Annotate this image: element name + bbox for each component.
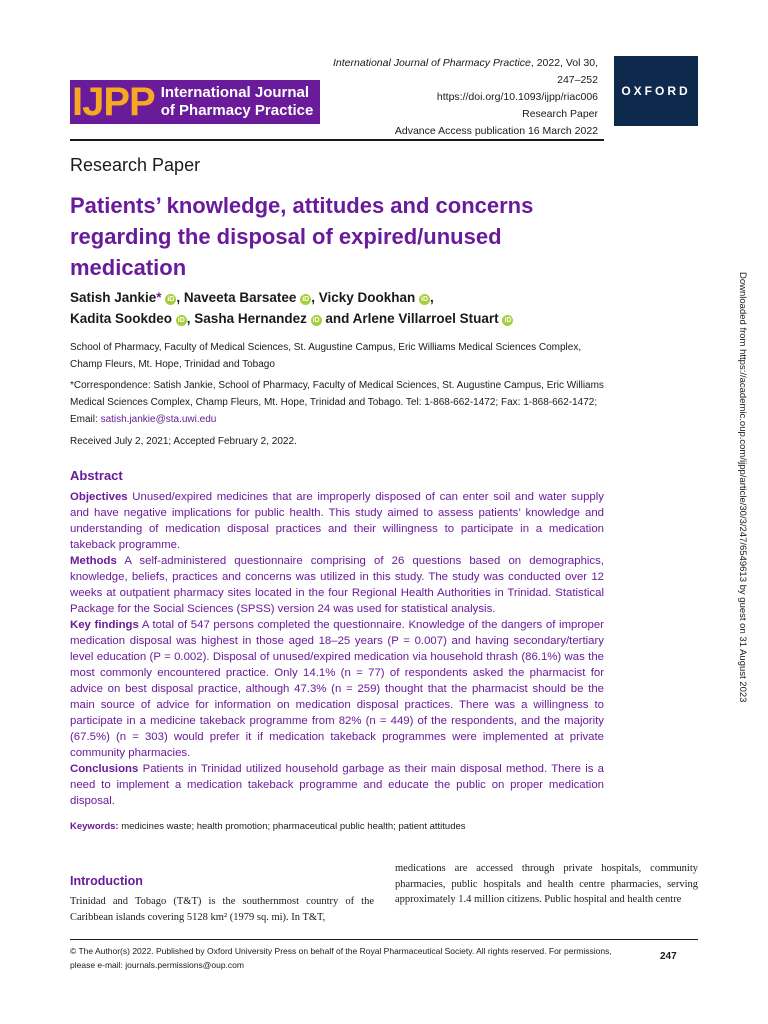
correspondence-text: *Correspondence: Satish Jankie, School of Pharmacy, Faculty of Medical Sciences, St. Augustine Campus, Eric Williams Medical Sciences Complex, Champ Fleurs, Mt. Hope, Trinidad and Tobago. Tel: 1-868-662-1472; Fax: 1-868-662-1472; Email: — [70, 380, 604, 425]
author-separator: , — [176, 290, 184, 305]
introduction-left-column: Trinidad and Tobago (T&T) is the southernmost country of the Caribbean islands covering 5128 km² (1979 sq. mi). In T&T, — [70, 896, 374, 923]
keywords-text: medicines waste; health promotion; pharmaceutical public health; patient attitudes — [118, 821, 466, 832]
objectives-label: Objectives — [70, 491, 128, 503]
citation — [320, 55, 598, 89]
logo-line-1: International Journal — [160, 84, 310, 101]
author-separator: , — [186, 311, 195, 326]
orcid-icon[interactable]: iD — [421, 296, 429, 303]
corresponding-mark: * — [156, 290, 162, 305]
author-name[interactable]: Satish Jankie — [70, 290, 157, 305]
author-list — [70, 287, 610, 329]
orcid-icon[interactable]: iD — [312, 317, 320, 324]
publisher-logo: OXFORD — [614, 56, 698, 126]
logo-mark: IJPP — [72, 80, 155, 124]
received-accepted-dates: Received July 2, 2021; Accepted February 2, 2022. — [70, 436, 297, 447]
article-type: Research Paper — [70, 155, 201, 175]
abstract-conclusions — [70, 761, 604, 809]
article-title: Patients’ knowledge, attitudes and concerns regarding the disposal of expired/unused medication — [70, 193, 534, 280]
logo-text — [155, 84, 314, 120]
page-number: 247 — [660, 951, 677, 962]
copyright-notice: © The Author(s) 2022. Published by Oxford University Press on behalf of the Royal Pharmaceutical Society. All rights reserved. For permissions, please e-mail: journals.permissions@oup.com — [70, 946, 612, 970]
orcid-icon[interactable]: iD — [177, 317, 185, 324]
keywords — [70, 820, 604, 834]
conclusions-text: Patients in Trinidad utilized household garbage as their main disposal method. There is a need to implement a medication takeback programme and educate the public on proper medication disposal. — [70, 763, 604, 807]
orcid-icon[interactable]: iD — [167, 296, 175, 303]
abstract-heading: Abstract — [70, 468, 123, 483]
header-divider — [70, 139, 604, 141]
introduction-right-column: medications are accessed through private hospitals, community pharmacies, public hospitals and health centre pharmacies, serving approximately 1.4 million citizens. Public hospital and health centre — [395, 863, 698, 905]
author-name[interactable]: Arlene Villarroel Stuart — [352, 311, 499, 326]
author-separator: , — [430, 290, 434, 305]
orcid-icon[interactable]: iD — [302, 296, 310, 303]
author-name[interactable]: Vicky Dookhan — [318, 290, 416, 305]
logo-line-2: of Pharmacy Practice — [160, 102, 314, 119]
methods-label: Methods — [70, 555, 117, 567]
keywords-label: Keywords: — [70, 821, 119, 832]
abstract-objectives — [70, 489, 604, 553]
abstract-body — [70, 489, 604, 809]
doi-link[interactable]: https://doi.org/10.1093/ijpp/riac006 — [436, 91, 598, 103]
abstract-findings — [70, 617, 604, 761]
meta-article-type: Research Paper — [522, 108, 598, 120]
findings-text: A total of 547 persons completed the questionnaire. Knowledge of the dangers of improper medication disposal was highest in those aged 18–25 years (P = 0.007) and having secondary/tertiary level education (P = 0.002). Disposal of unused/expired medication via household thrash (86.1%) was the most commonly encountered practice. Only 14.1% (n = 77) of respondents asked the pharmacist for advice on best disposal practice, although 47.3% (n = 259) thought that the pharmacist should be the main source of advice for information on medication disposal practices. There was a willingness to participate in a medicine takeback programme from 82% (n = 449) of the respondents, and the majority (67.5%) (n = 303) would prefer it if medication takeback programmes were implemented at private community pharmacies. — [70, 619, 604, 759]
citation-volume: , 2022, Vol 30, 247–252 — [530, 57, 598, 86]
conclusions-label: Conclusions — [70, 763, 139, 775]
findings-label: Key findings — [70, 619, 139, 631]
footer-divider — [70, 939, 698, 940]
objectives-text: Unused/expired medicines that are improperly disposed of can enter soil and water supply and have negative implications for public health. This study aimed to assess patients’ knowledge and understanding of medication disposal practices and their willingness to participate in a medication takeback programme. — [70, 491, 604, 551]
access-date: Advance Access publication 16 March 2022 — [394, 125, 598, 137]
orcid-icon[interactable]: iD — [504, 317, 512, 324]
download-note: Downloaded from https://academic.oup.com/ijpp/article/30/3/247/6549613 by guest on 31 August 2023 — [737, 272, 748, 703]
correspondence — [70, 377, 610, 428]
author-name[interactable]: Sasha Hernandez — [194, 311, 307, 326]
journal-name: International Journal of Pharmacy Practice — [333, 57, 531, 69]
author-and: and — [321, 311, 353, 326]
download-note-strip — [733, 272, 753, 752]
email-link[interactable]: satish.jankie@sta.uwi.edu — [100, 414, 217, 425]
introduction-heading: Introduction — [70, 874, 143, 888]
author-name[interactable]: Kadita Sookdeo — [70, 311, 173, 326]
methods-text: A self-administered questionnaire comprising of 26 questions based on demographics, knowledge, beliefs, practices and concerns was utilized in this study. The study was conducted over 12 weeks at outpatient pharmacy sites located in the four Regional Health Authorities in Trinidad. Statistical Package for the Social Sciences (SPSS) version 24 was used for statistical analysis. — [70, 555, 604, 615]
article-meta — [320, 55, 598, 140]
author-separator: , — [311, 290, 319, 305]
author-name[interactable]: Naveeta Barsatee — [183, 290, 297, 305]
abstract-methods — [70, 553, 604, 617]
affiliation: School of Pharmacy, Faculty of Medical Sciences, St. Augustine Campus, Eric Williams Medical Sciences Complex, Champ Fleurs, Mt. Hope, Trinidad and Tobago — [70, 342, 582, 370]
journal-logo — [70, 80, 320, 124]
